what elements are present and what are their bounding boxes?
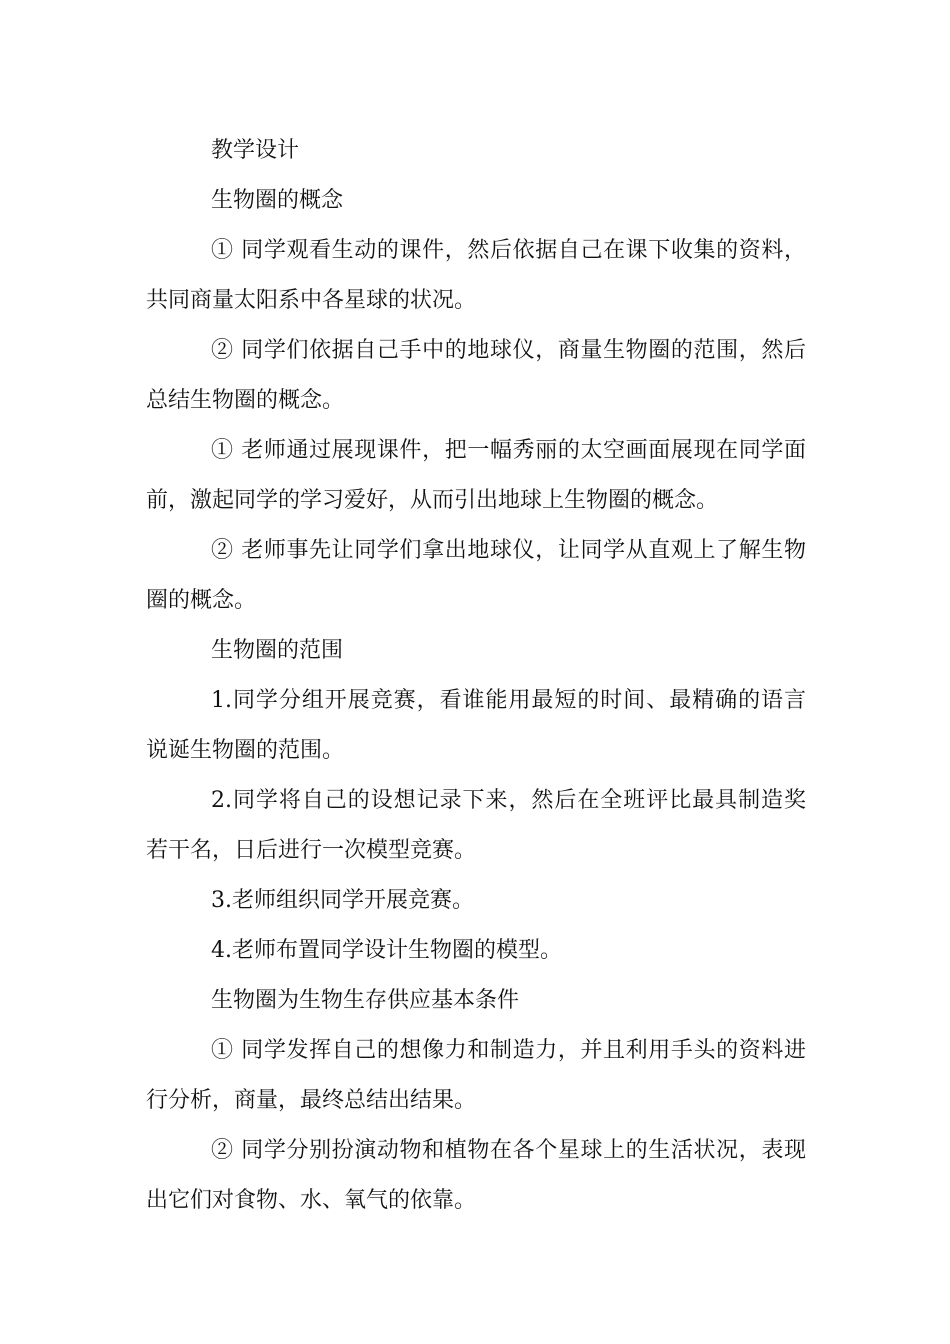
document-heading: 教学设计 <box>211 138 300 163</box>
section-title-conditions: 生物圈为生物生存供应基本条件 <box>211 988 520 1013</box>
section-title-concept: 生物圈的概念 <box>211 188 344 213</box>
paragraph-line: 总结生物圈的概念。 <box>146 388 345 413</box>
paragraph-line: 1.同学分组开展竞赛，看谁能用最短的时间、最精确的语言 <box>211 688 806 713</box>
paragraph-line: 圈的概念。 <box>146 588 257 613</box>
paragraph-line: 说诞生物圈的范围。 <box>146 738 345 763</box>
paragraph-line: ② 同学们依据自己手中的地球仪，商量生物圈的范围，然后 <box>211 338 806 363</box>
section-title-range: 生物圈的范围 <box>211 638 344 663</box>
paragraph-line: ② 老师事先让同学们拿出地球仪，让同学从直观上了解生物 <box>211 538 806 563</box>
paragraph-line: ② 同学分别扮演动物和植物在各个星球上的生活状况，表现 <box>211 1138 806 1163</box>
paragraph-line: 行分析，商量，最终总结出结果。 <box>146 1088 477 1113</box>
paragraph-line: ① 老师通过展现课件，把一幅秀丽的太空画面展现在同学面 <box>211 438 806 463</box>
paragraph-line: ① 同学发挥自己的想像力和制造力，并且利用手头的资料进 <box>211 1038 806 1063</box>
paragraph-line: 共同商量太阳系中各星球的状况。 <box>146 288 477 313</box>
paragraph-line: ① 同学观看生动的课件，然后依据自己在课下收集的资料， <box>211 238 806 263</box>
paragraph-line: 4.老师布置同学设计生物圈的模型。 <box>211 938 562 963</box>
paragraph-line: 前，激起同学的学习爱好，从而引出地球上生物圈的概念。 <box>146 488 719 513</box>
paragraph-line: 3.老师组织同学开展竞赛。 <box>211 888 474 913</box>
paragraph-line: 若干名，日后进行一次模型竞赛。 <box>146 838 477 863</box>
paragraph-line: 出它们对食物、水、氧气的依靠。 <box>146 1188 477 1213</box>
paragraph-line: 2.同学将自己的设想记录下来，然后在全班评比最具制造奖 <box>211 788 806 813</box>
